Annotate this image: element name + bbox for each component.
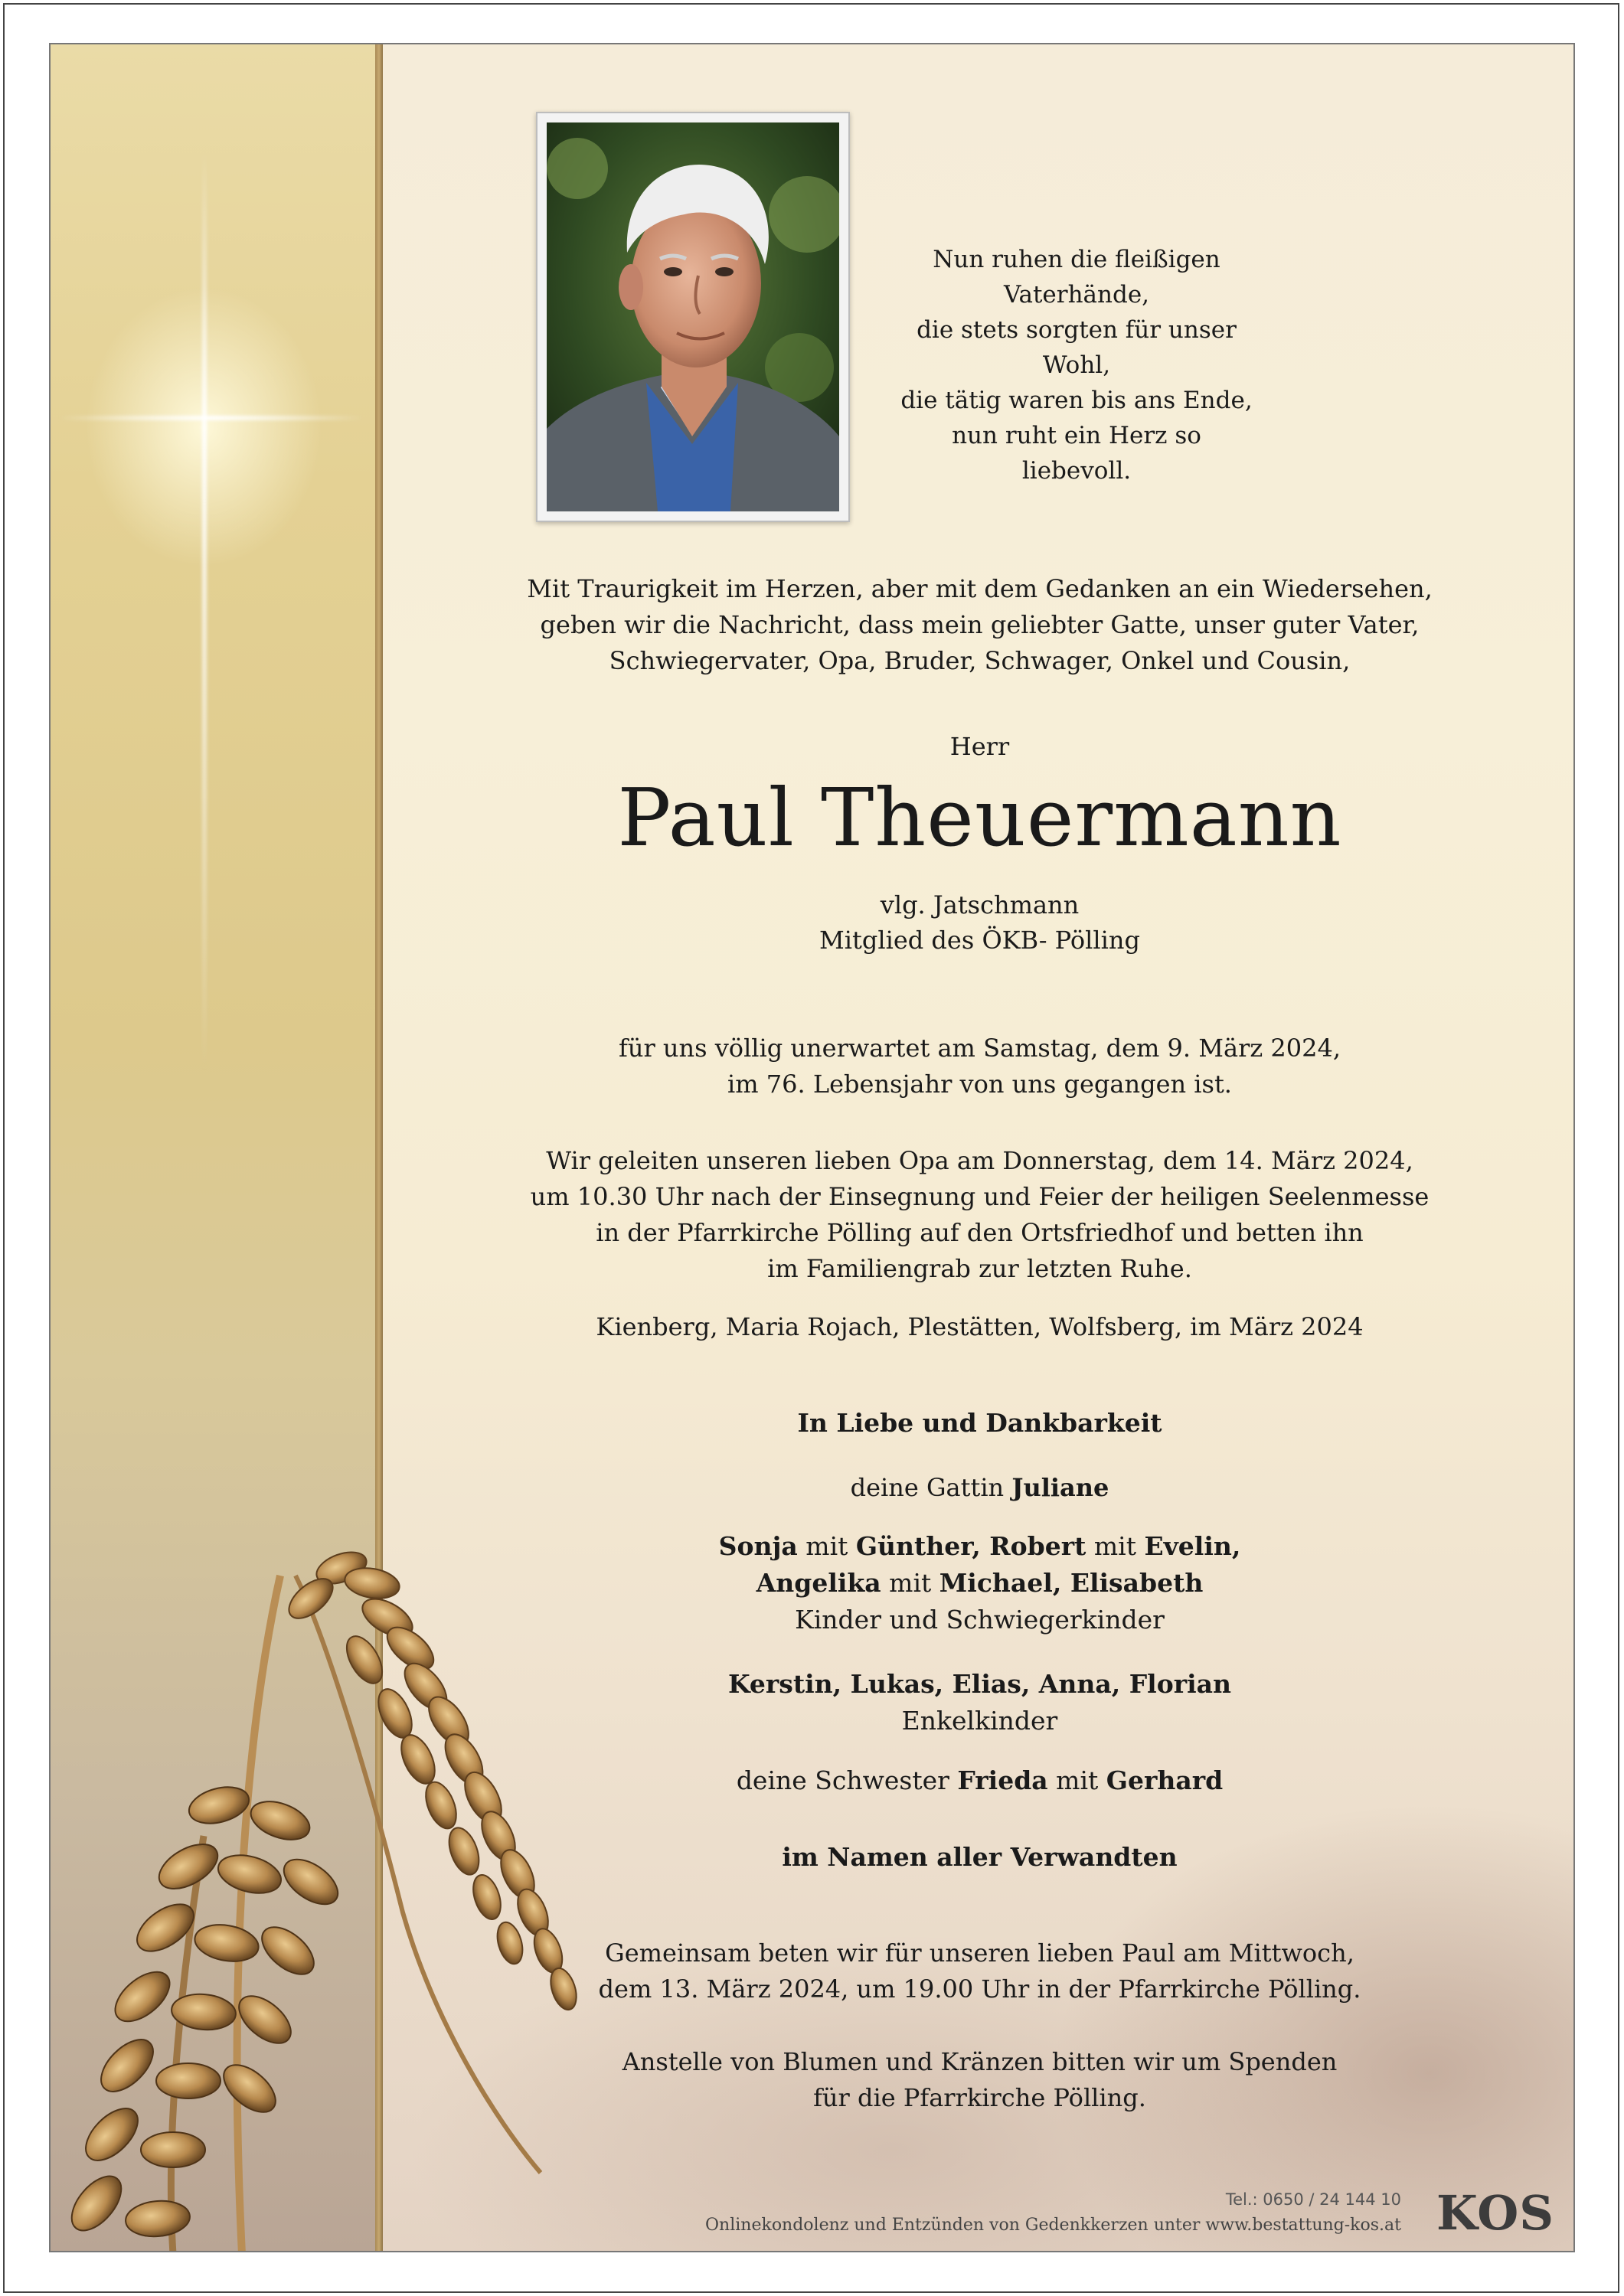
kos-logo: KOS: [1436, 2185, 1554, 2241]
children-block: [383, 1528, 1575, 1638]
family-name: Elisabeth: [1070, 1568, 1204, 1598]
donation-line: für die Pfarrkirche Pölling.: [813, 2083, 1146, 2112]
grandchildren-label: Enkelkinder: [901, 1706, 1058, 1736]
prayer-line: dem 13. März 2024, um 19.00 Uhr in der Pfarrkirche Pölling.: [598, 1974, 1361, 2004]
glowing-cross-bar: [58, 416, 364, 420]
donation-line: Anstelle von Blumen und Kränzen bitten wir um Spenden: [622, 2047, 1338, 2076]
funeral-details: [383, 1143, 1575, 1287]
prayer-notice: [383, 1935, 1575, 2007]
love-gratitude-heading: In Liebe und Dankbarkeit: [797, 1408, 1162, 1438]
wife-line: [383, 1470, 1575, 1505]
connector-text: mit: [881, 1568, 939, 1598]
family-name: ,: [972, 1531, 990, 1561]
poem-line: die stets sorgten für unser Wohl,: [917, 316, 1237, 379]
family-name: Sonja: [718, 1531, 798, 1561]
children-line-1: [383, 1528, 1575, 1565]
funeral-line: im Familiengrab zur letzten Ruhe.: [767, 1254, 1192, 1283]
nickname: vlg. Jatschmann: [880, 890, 1080, 919]
sister-mid: mit: [1056, 1765, 1099, 1795]
wife-prefix: deine Gattin: [850, 1473, 1005, 1502]
children-line-2: [383, 1565, 1575, 1602]
poem: [900, 242, 1253, 488]
intro-line: Schwiegervater, Opa, Bruder, Schwager, Onkel und Cousin,: [609, 646, 1351, 675]
family-name: Robert: [989, 1531, 1086, 1561]
intro-line: geben wir die Nachricht, dass mein geliebter Gatte, unser guter Vater,: [540, 610, 1420, 639]
family-name: ,: [1231, 1531, 1241, 1561]
grandchildren-block: [383, 1666, 1575, 1739]
family-name: Evelin: [1144, 1531, 1232, 1561]
children-label: Kinder und Schwiegerkinder: [795, 1605, 1165, 1635]
funeral-home-website[interactable]: Onlinekondolenz und Entzünden von Gedenkkerzen unter www.bestattung-kos.at: [705, 2216, 1401, 2235]
poem-line: nun ruht ein Herz so liebevoll.: [952, 422, 1201, 485]
portrait-photo: [547, 122, 839, 511]
death-line: für uns völlig unerwartet am Samstag, dem 9. März 2024,: [618, 1034, 1341, 1063]
poem-line: die tätig waren bis ans Ende,: [900, 387, 1253, 414]
donation-notice: [383, 2044, 1575, 2116]
death-line: im 76. Lebensjahr von uns gegangen ist.: [727, 1070, 1232, 1099]
relatives-line: im Namen aller Verwandten: [782, 1842, 1178, 1872]
sister-name: Frieda: [957, 1765, 1048, 1795]
intro-line: Mit Traurigkeit im Herzen, aber mit dem Gedanken an ein Wiedersehen,: [527, 574, 1433, 603]
funeral-line: um 10.30 Uhr nach der Einsegnung und Feier der heiligen Seelenmesse: [530, 1182, 1430, 1211]
places-date: Kienberg, Maria Rojach, Plestätten, Wolfsberg, im März 2024: [596, 1312, 1364, 1341]
family-name: ,: [1052, 1568, 1070, 1598]
funeral-line: in der Pfarrkirche Pölling auf den Ortsfriedhof und betten ihn: [596, 1218, 1364, 1247]
connector-text: mit: [797, 1531, 856, 1561]
sister-line: [383, 1763, 1575, 1798]
nickname-block: [383, 887, 1575, 958]
funeral-home-phone: Tel.: 0650 / 24 144 10: [1225, 2190, 1401, 2209]
portrait-frame: [536, 112, 850, 522]
sister-prefix: deine Schwester: [736, 1765, 949, 1795]
intro-text: [383, 571, 1575, 679]
membership: Mitglied des ÖKB- Pölling: [819, 926, 1140, 955]
poem-line: Nun ruhen die fleißigen Vaterhände,: [933, 246, 1220, 309]
connector-text: mit: [1086, 1531, 1145, 1561]
wife-name: Juliane: [1011, 1473, 1109, 1502]
obituary-card: [49, 43, 1575, 2252]
family-name: Günther: [855, 1531, 972, 1561]
grandchildren-names: Kerstin, Lukas, Elias, Anna, Florian: [727, 1669, 1232, 1699]
prayer-line: Gemeinsam beten wir für unseren lieben Paul am Mittwoch,: [605, 1938, 1354, 1968]
family-name: Michael: [939, 1568, 1053, 1598]
family-name: Angelika: [756, 1568, 881, 1598]
salutation: Herr: [949, 732, 1010, 761]
sister-partner: Gerhard: [1106, 1765, 1224, 1795]
death-notice: [383, 1030, 1575, 1102]
glowing-cross-icon: [202, 152, 207, 1070]
deceased-name: Paul Theuermann: [617, 771, 1342, 864]
funeral-line: Wir geleiten unseren lieben Opa am Donnerstag, dem 14. März 2024,: [546, 1146, 1413, 1175]
